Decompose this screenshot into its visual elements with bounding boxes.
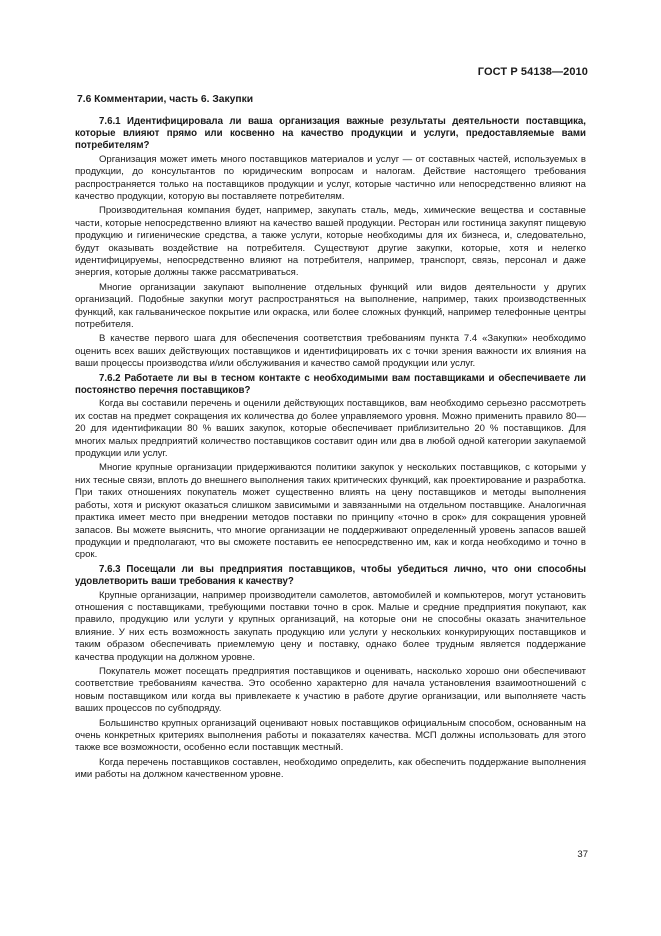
paragraph: Покупатель может посещать предприятия поставщиков и оценивать, насколько хорошо они обеспечивают соответствие требованиям качества. Это особенно характерно для начала установления взаимоотношений с новым поставщиком или когда вы привлекаете к участию в работе другие организации, или выполняете часть ваших процессов по субподряду. xyxy=(75,665,586,715)
paragraph: Производительная компания будет, например, закупать сталь, медь, химические вещества и составные части, которые непосредственно влияют на качество вашей продукции. Ресторан или гостиница закупят пищевую продукцию и гигиенические средства, а также услуги, которые необходимы для их бизнеса, и, следовательно, будут оказывать воздействие на потребителя. Существуют другие закупки, которые, хотя и нелегко идентифицируемы, непосредственно влияют на потребителя, например, транспорт, связь, персонал и даже энергия, которые должны также рассматриваться. xyxy=(75,205,586,279)
paragraph: Когда перечень поставщиков составлен, необходимо определить, как обеспечить поддержание выполнения ими работы на должном качественном уровне. xyxy=(75,756,586,781)
section-title: 7.6 Комментарии, часть 6. Закупки xyxy=(77,94,254,105)
paragraph: Многие крупные организации придерживаются политики закупок у нескольких поставщиков, с которыми у них тесные связи, вплоть до внешнего выполнения таких критических функций, как проектирование и разработка. При таких отношениях покупатель может существенно влиять на цену поставщиков и методы выполнения работы, хотя и рискуют оказаться слишком зависимыми и завязанными на отдельном поставщике. Аналогичная практика имеет место при внедрении методов поставки по принципу «точно в срок» для сокращения уровней запасов. Вы можете выяснить, что многие организации не поддерживают определенный уровень запасов вашей продукции и предполагают, что вы сможете поставить ее непосредственно им, как и когда необходимо и точно в срок. xyxy=(75,462,586,561)
subsection-heading: 7.6.1 Идентифицировала ли ваша организация важные результаты деятельности поставщика, которые влияют прямо или косвенно на качество продукции и услуги, предоставляемые вами потребителям? xyxy=(75,115,586,152)
subsection-heading: 7.6.3 Посещали ли вы предприятия поставщиков, чтобы убедиться лично, что они способны удовлетворить ваши требования к качеству? xyxy=(75,563,586,588)
document-code: ГОСТ Р 54138—2010 xyxy=(477,66,588,78)
paragraph: Организация может иметь много поставщиков материалов и услуг — от составных частей, используемых в продукции, до консультантов по юридическим вопросам и налогам. Действие настоящего требования распространяется только на поставщиков продукции и услуг, которые частично или непосредственно влияют на качество продукции, которую вы поставляете потребителям. xyxy=(75,153,586,202)
paragraph: Многие организации закупают выполнение отдельных функций или видов деятельности у других организаций. Подобные закупки могут распространяться на выполнение, например, таких производственных функций, как гальваническое покрытие или окраска, или более сложных функций, например телефонные центры потребителя. xyxy=(75,281,586,330)
paragraph: Когда вы составили перечень и оценили действующих поставщиков, вам необходимо серьезно рассмотреть их состав на предмет сокращения их количества до более управляемого уровня. Можно применить правило 80—20 для идентификации 80 % ваших закупок, которые обеспечивает приблизительно 20 % поставщиков. Для многих малых предприятий количество поставщиков составит один или два в любой одной категории закупаемой продукции или услуг. xyxy=(75,398,586,460)
page-number: 37 xyxy=(577,849,588,860)
paragraph: Крупные организации, например производители самолетов, автомобилей и компьютеров, могут установить отношения с поставщиками, требующими поставки точно в срок. Малые и средние предприятия покупают, как правило, продукцию или услуги у крупных организаций, на которые они не способны оказать значительное влияние. У них есть возможность закупать продукцию или услуги у нескольких конкурирующих поставщиков и таким образом обеспечивать приемлемую цену и поставку, однако более трудным является поддержание качества продукции на должном уровне. xyxy=(75,589,586,663)
subsection-heading: 7.6.2 Работаете ли вы в тесном контакте с необходимыми вам поставщиками и обеспечиваете ли постоянство перечня поставщиков? xyxy=(75,372,586,397)
paragraph: В качестве первого шага для обеспечения соответствия требованиям пункта 7.4 «Закупки» необходимо оценить всех ваших действующих поставщиков и идентифицировать их с точки зрения важности их влияния на ваши процессы производства и/или обслуживания и качество самой продукции или услуг. xyxy=(75,333,586,370)
paragraph: Большинство крупных организаций оценивают новых поставщиков официальным способом, основанным на очень конкретных критериях выполнения работы и показателях качества. МСП должны использовать для этого также все возможности, особенно если поставщик местный. xyxy=(75,717,586,754)
page-content xyxy=(75,94,586,784)
